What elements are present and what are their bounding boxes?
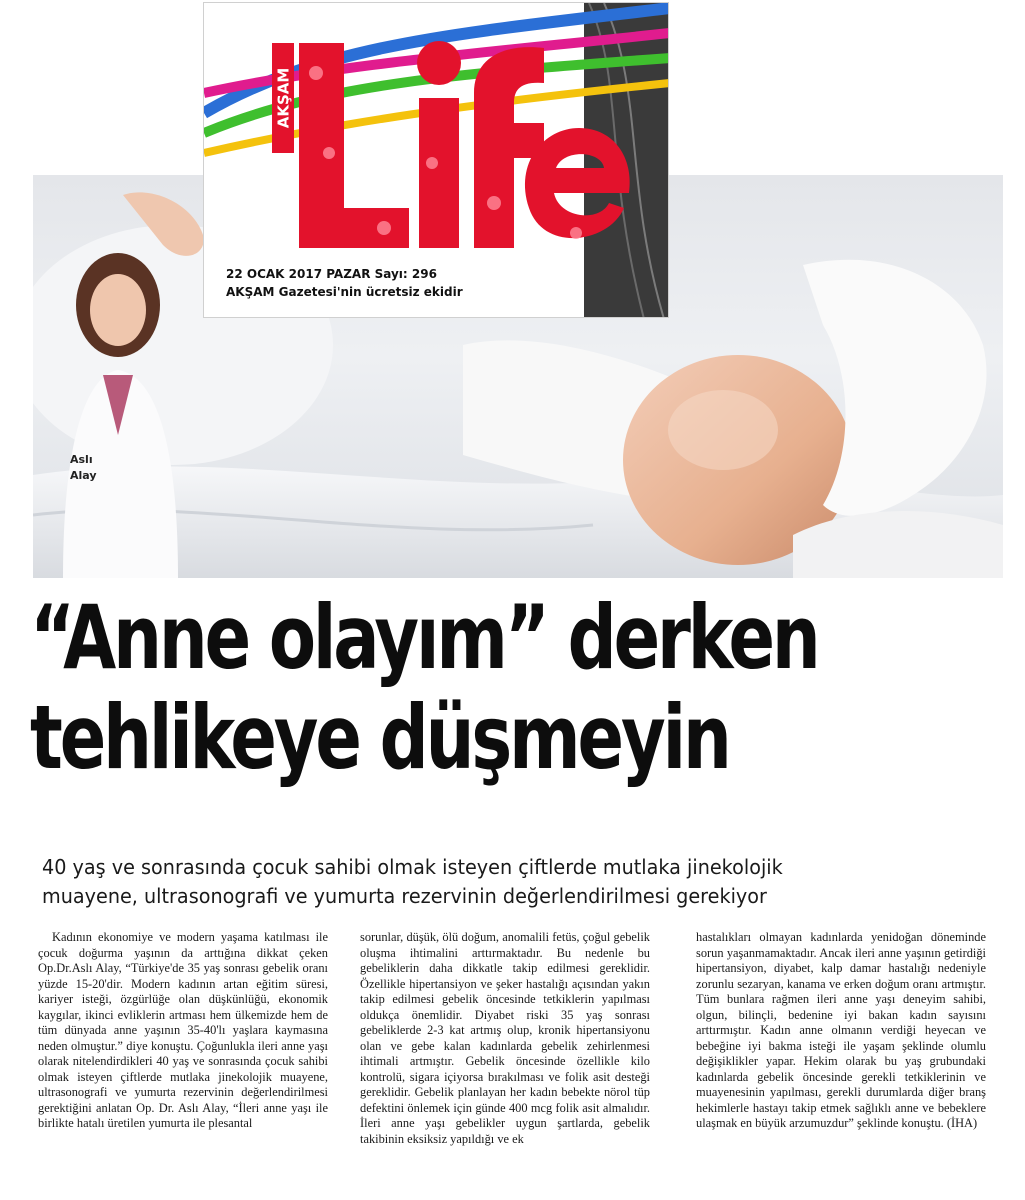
- masthead: [203, 2, 669, 318]
- issue-info: [226, 265, 463, 301]
- subheadline-line-2: muayene, ultrasonografi ve yumurta rezervinin değerlendirilmesi gerekiyor: [42, 884, 767, 908]
- column-1-text: Kadının ekonomiye ve modern yaşama katılması ile çocuk doğurma yaşının da arttığına dikkat çeken Op.Dr.Aslı Alay, “Türkiye'de 35 yaş sonrası gebelik oranı yüzde 15-20'dir. Modern kadının artan eğitim süresi, kariyer isteği, özgürlüğe olan düşkünlüğü, ekonomik kaygılar, ikinci evliklerin artması hem ülkemizde hem de tüm dünyada anne yaşının 35-40'lı yaşlara kaymasına neden olmuştur.” diye konuştu. Çoğunlukla ileri anne yaşı olarak nitelendirdikleri 40 yaş ve sonrasında çocuk sahibi olmak isteyen çiftlerde mutlaka jinekolojik muayene, ultrasonografi ve yumurta rezervinin değerlendirilmesi gerektiğini anlatan Op. Dr. Aslı Alay, “İleri anne yaşı ile birlikte hatalı üretilen yumurta ile plesantal: [38, 930, 328, 1130]
- paper-name: AKŞAM: [274, 67, 293, 129]
- article-body: [38, 930, 993, 1198]
- article-column-1: [38, 930, 328, 1132]
- article-column-2: [360, 930, 650, 1147]
- portrait-caption-last: Alay: [70, 469, 97, 482]
- subheadline: [42, 853, 992, 911]
- portrait-caption: [70, 452, 130, 484]
- supplement-line: AKŞAM Gazetesi'nin ücretsiz ekidir: [226, 285, 463, 299]
- subheadline-line-1: 40 yaş ve sonrasında çocuk sahibi olmak isteyen çiftlerde mutlaka jinekolojik: [42, 855, 783, 879]
- issue-date-line: 22 OCAK 2017 PAZAR Sayı: 296: [226, 267, 437, 281]
- headline-line-1: “Anne olayım” derken: [30, 586, 818, 689]
- headline: [30, 588, 1000, 788]
- portrait-caption-first: Aslı: [70, 453, 93, 466]
- column-3-text: hastalıkları olmayan kadınlarda yenidoğan döneminde sorun yaşanmamaktadır. Ancak ileri anne yaşının getirdiği hipertansiyon, diyabet, kalp damar hastalığı nedeniyle zorunlu sezaryan, kanama ve erken doğum oranı artmıştır. Tüm bunlara rağmen ileri anne yaşı deneyim sahibi, olgun, bilinçli, bedenine iyi bakan kadın sayısını arttırmıştır. Kadın anne olmanın verdiği heyecan ve bebeğine iyi bakma isteği ile yaşam şeklinde olumlu değişiklikler yapar. Hekim olarak bu yaş grubundaki kadınlarda gebelik öncesinde gerekli tetkiklerinin ve muayenesinin yapılması, gerekli durumlarda diğer branş hekimlerle hastayı takip etmek sağlıklı anne ve bebeklere ulaşmak en büyük arzumuzdur” şeklinde konuştu. (İHA): [696, 930, 986, 1130]
- paper-name-box: [272, 43, 294, 153]
- column-2-text: sorunlar, düşük, ölü doğum, anomalili fetüs, çoğul gebelik oluşma ihtimalini arttırmaktadır. Bu nedenle bu gebeliklerin daha dikkatle takip edilmesi gereklidir. Özellikle hipertansiyon ve şeker hastalığı açısından yakın takip edilmesi gebelik öncesinde tetkiklerin yapılması oldukça önemlidir. Diyabet riski 35 yaş sonrası gebeliklerde 2-3 kat artmış olup, kronik hipertansiyonu olan ve gebe kalan kadınlarda gebelik zehirlenmesi ihtimali artmıştır. Gebelik öncesinde özellikle kilo kontrolü, sigara içiyorsa bırakılması ve folik asit desteği gereklidir. Gebelik planlayan her kadın bebekte nörol tüp defektini önlemek için günde 400 mcg folik asit almalıdır. İleri anne yaşı gebelikler uygun şartlarda, gebelik takibinin eksiksiz yapıldığı ve ek: [360, 930, 650, 1146]
- headline-line-2: tehlikeye düşmeyin: [30, 686, 729, 789]
- article-column-3: [696, 930, 986, 1132]
